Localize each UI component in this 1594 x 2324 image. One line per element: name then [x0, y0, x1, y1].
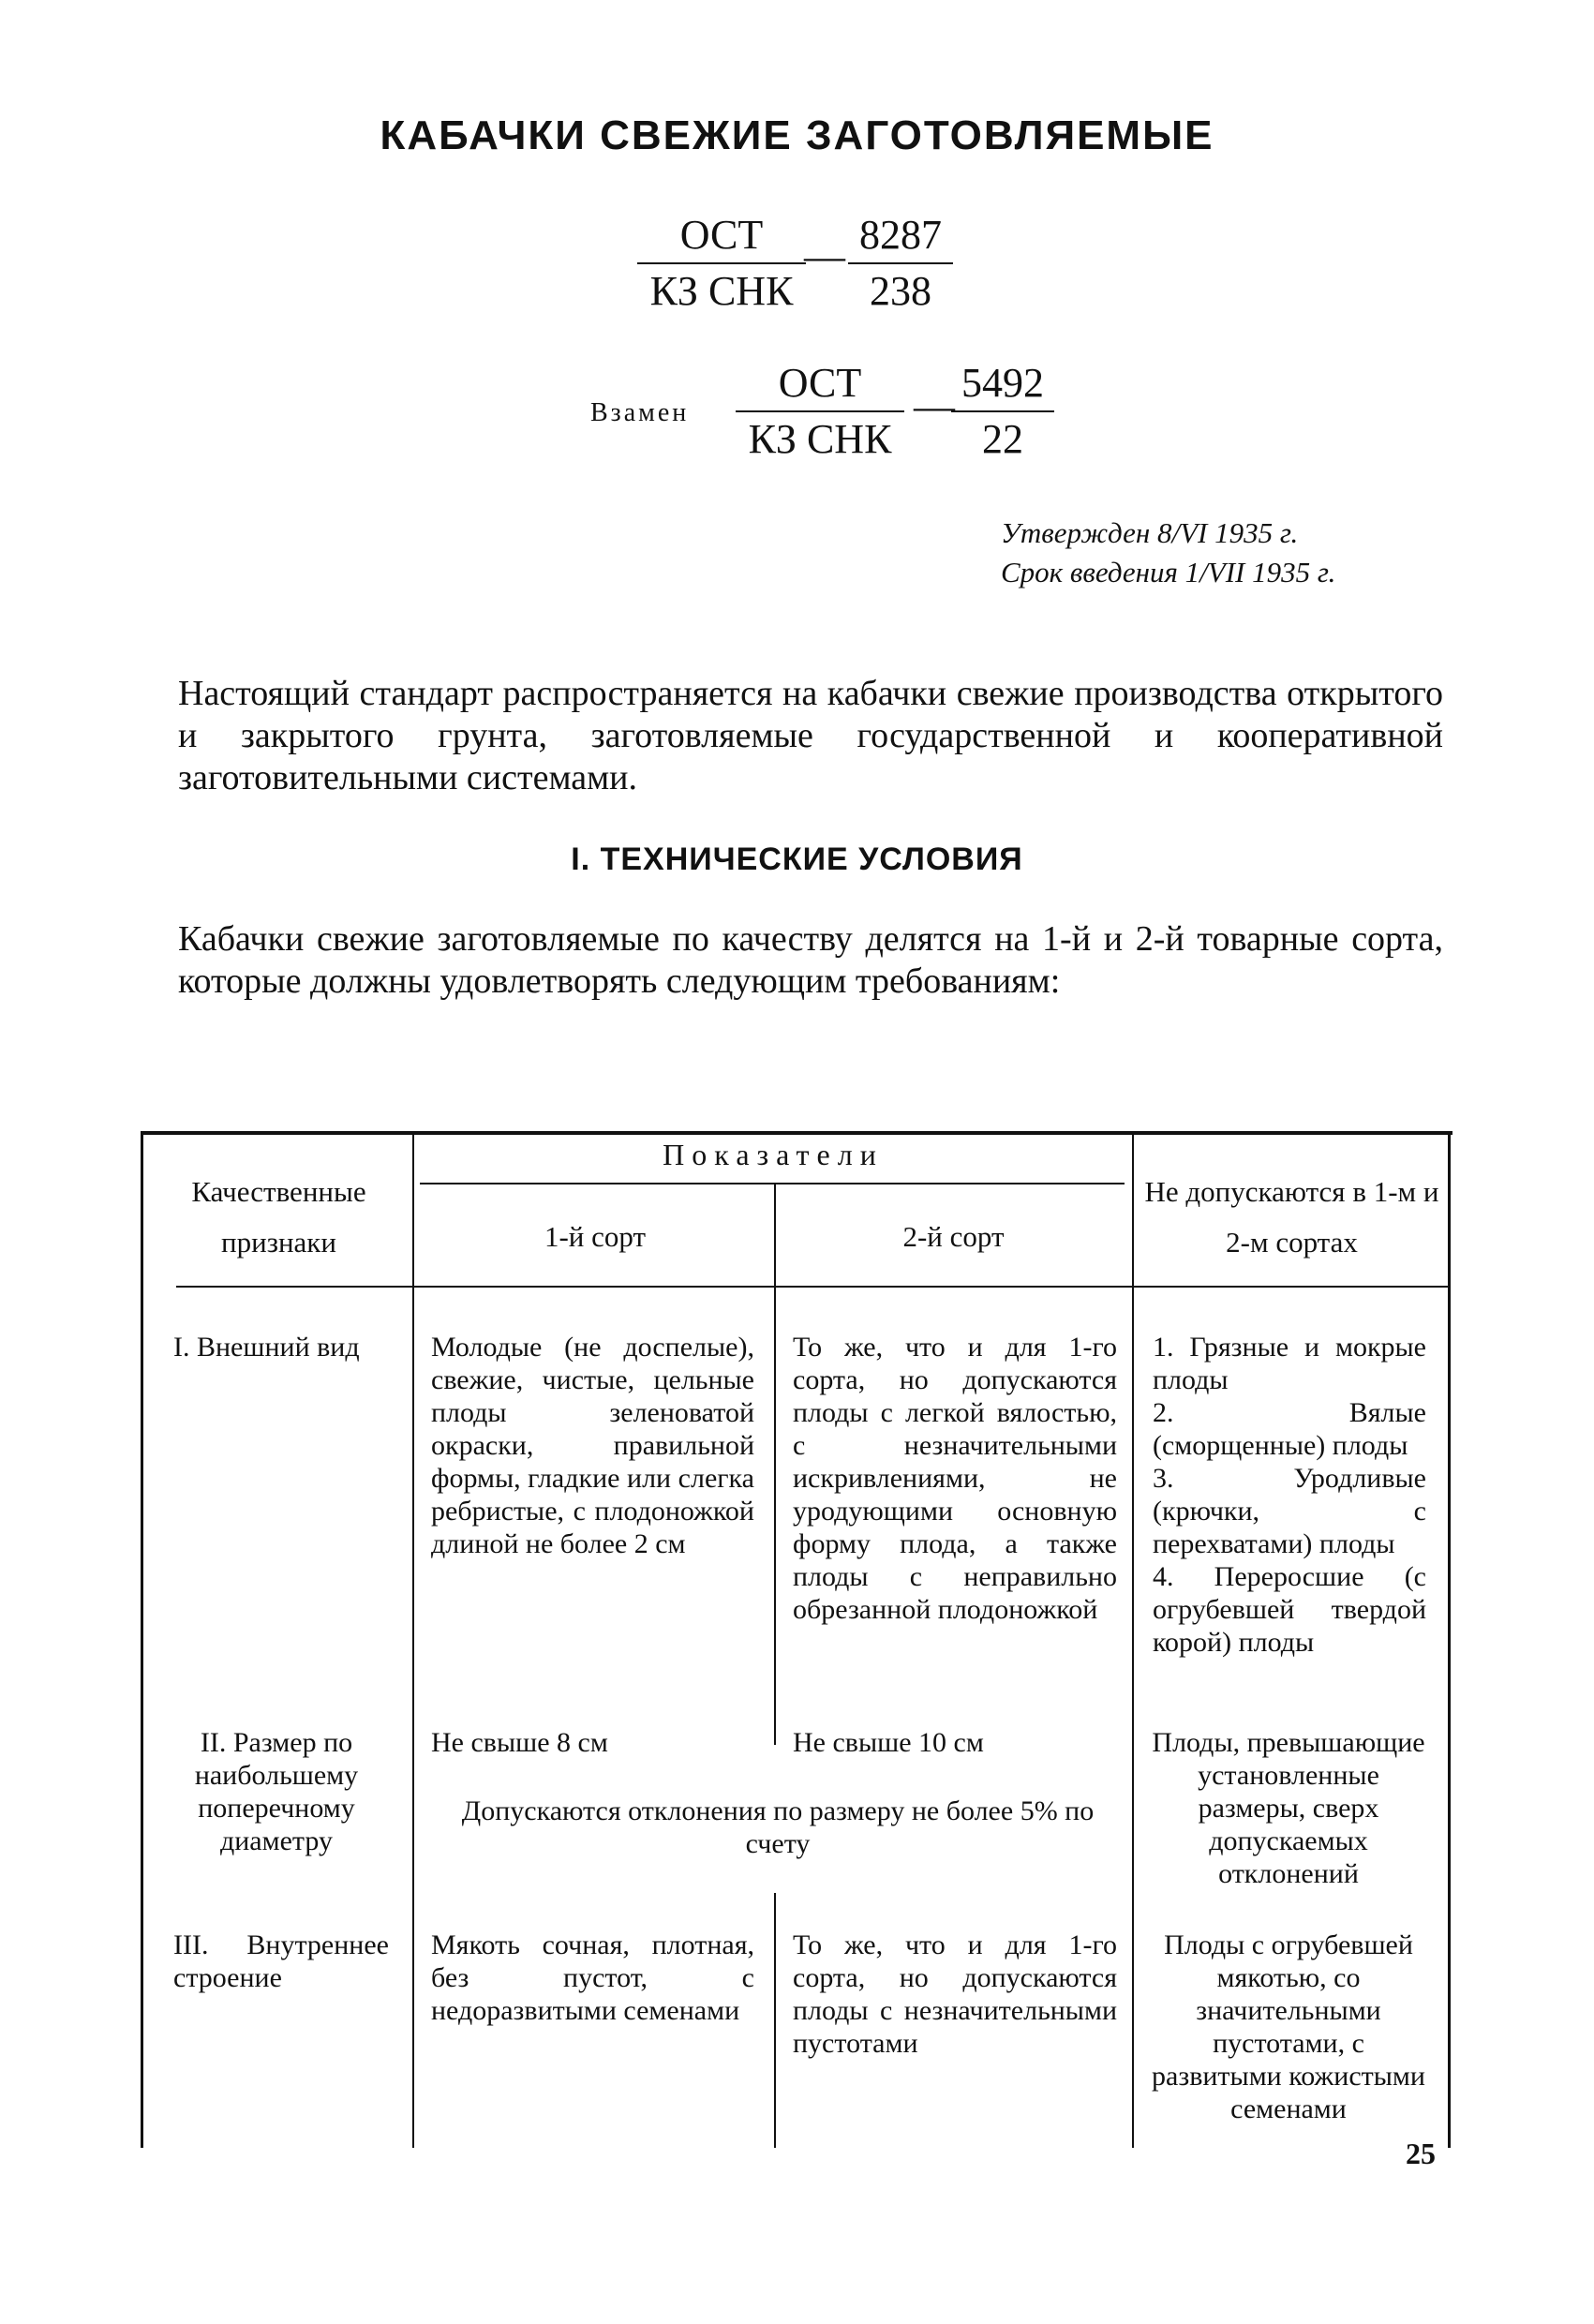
row3-not-allowed: Плоды с огрубевшей мякотью, со значительными пустотами, с развитыми кожистыми семенами — [1152, 1929, 1425, 2124]
row2-not-allowed: Плоды, превышающие установленные размеры, сверх допускаемых отклонений — [1152, 1727, 1425, 1889]
standard-num-left: ОСТ — [637, 208, 806, 264]
approval-block — [1001, 514, 1335, 592]
intro-text: Настоящий стандарт распространяется на кабачки свежие производства открытого и закрытого грунта, заготовляемые государственной и кооперативной заготовительными системами. — [178, 674, 1443, 797]
replaces-num-left: ОСТ — [736, 356, 904, 412]
section-text: Кабачки свежие заготовляемые по качеству делятся на 1-й и 2-й товарные сорта, которые должны удовлетворять следующим требованиям: — [178, 919, 1443, 1001]
standard-fraction-left — [637, 208, 806, 319]
header-indicators: Показатели — [663, 1138, 884, 1171]
table-top-rule — [141, 1131, 1452, 1135]
row1-not-allowed-item-1: 1. Грязные и мокрые плоды — [1153, 1332, 1426, 1395]
row1-feature: I. Внешний вид — [173, 1332, 360, 1363]
page-number: 25 — [1406, 2137, 1436, 2170]
header-quality: Качественные признаки — [191, 1175, 366, 1259]
row1-not-allowed-item-2: 2. Вялые (сморщенные) плоды — [1153, 1397, 1426, 1461]
row2-grade2: Не свыше 10 см — [793, 1727, 984, 1758]
standard-den-left: КЗ СНК — [649, 268, 794, 314]
row3-grade2: То же, что и для 1-го сорта, но допускаются плоды с незначительными пустотами — [793, 1929, 1117, 2059]
row3-feature: III. Внутреннее строение — [173, 1929, 389, 1993]
row1-grade1: Молодые (не доспелые), свежие, чистые, цельные плоды зеленоватой окраски, правильной формы, гладкие или слегка ребристые, с плодоножкой длиной не более 2 см — [431, 1332, 754, 1559]
document-title: КАБАЧКИ СВЕЖИЕ ЗАГОТОВЛЯЕМЫЕ — [380, 112, 1214, 158]
row2-grade1: Не свыше 8 см — [431, 1727, 608, 1758]
approved-date: Утвержден 8/VI 1935 г. — [1001, 516, 1299, 549]
row2-shared: Допускаются отклонения по размеру не более 5% по счету — [461, 1795, 1095, 1859]
replaces-dash: — — [914, 383, 955, 429]
section-heading: I. ТЕХНИЧЕСКИЕ УСЛОВИЯ — [571, 842, 1023, 877]
header-bottom-rule — [176, 1286, 1451, 1288]
table-col-divider-2b — [774, 1893, 776, 2148]
header-grade2: 2-й сорт — [902, 1220, 1005, 1253]
indicators-underline — [420, 1183, 1125, 1184]
table-left-border — [141, 1131, 143, 2148]
row2-feature: II. Размер по наибольшему поперечному диаметру — [194, 1727, 359, 1856]
table-right-border — [1448, 1131, 1451, 2148]
row1-not-allowed — [1153, 1331, 1426, 1659]
replaces-fraction-right — [951, 356, 1054, 467]
effective-date: Срок введения 1/VII 1935 г. — [1001, 556, 1336, 588]
standard-num-right: 8287 — [848, 208, 953, 264]
row3-grade1: Мякоть сочная, плотная, без пустот, с недоразвитыми семенами — [431, 1929, 754, 2026]
replaces-den-left: КЗ СНК — [748, 416, 892, 462]
table-col-divider-2a — [774, 1183, 776, 1745]
header-not-allowed: Не допускаются в 1-м и 2-м сортах — [1144, 1175, 1439, 1259]
intro-paragraph — [178, 673, 1443, 799]
replaces-fraction-left — [736, 356, 904, 467]
standard-fraction-right — [848, 208, 953, 319]
replaces-num-right: 5492 — [951, 356, 1054, 412]
section-paragraph — [178, 918, 1443, 1003]
row1-not-allowed-item-3: 3. Уродливые (крючки, с перехватами) плоды — [1153, 1463, 1426, 1559]
replaces-den-right: 22 — [982, 416, 1023, 462]
standard-dash: — — [804, 233, 845, 279]
row1-grade2: То же, что и для 1-го сорта, но допускаются плоды с легкой вялостью, с незначительными искривлениями, не уродующими основную форму плода, а также плоды с неправильно обрезанной плодоножкой — [793, 1332, 1117, 1625]
header-grade1: 1-й сорт — [544, 1220, 647, 1253]
standard-den-right: 238 — [870, 268, 931, 314]
row1-not-allowed-item-4: 4. Переросшие (с огрубевшей твердой корой) плоды — [1153, 1561, 1426, 1658]
replaces-label: Взамен — [590, 398, 690, 427]
